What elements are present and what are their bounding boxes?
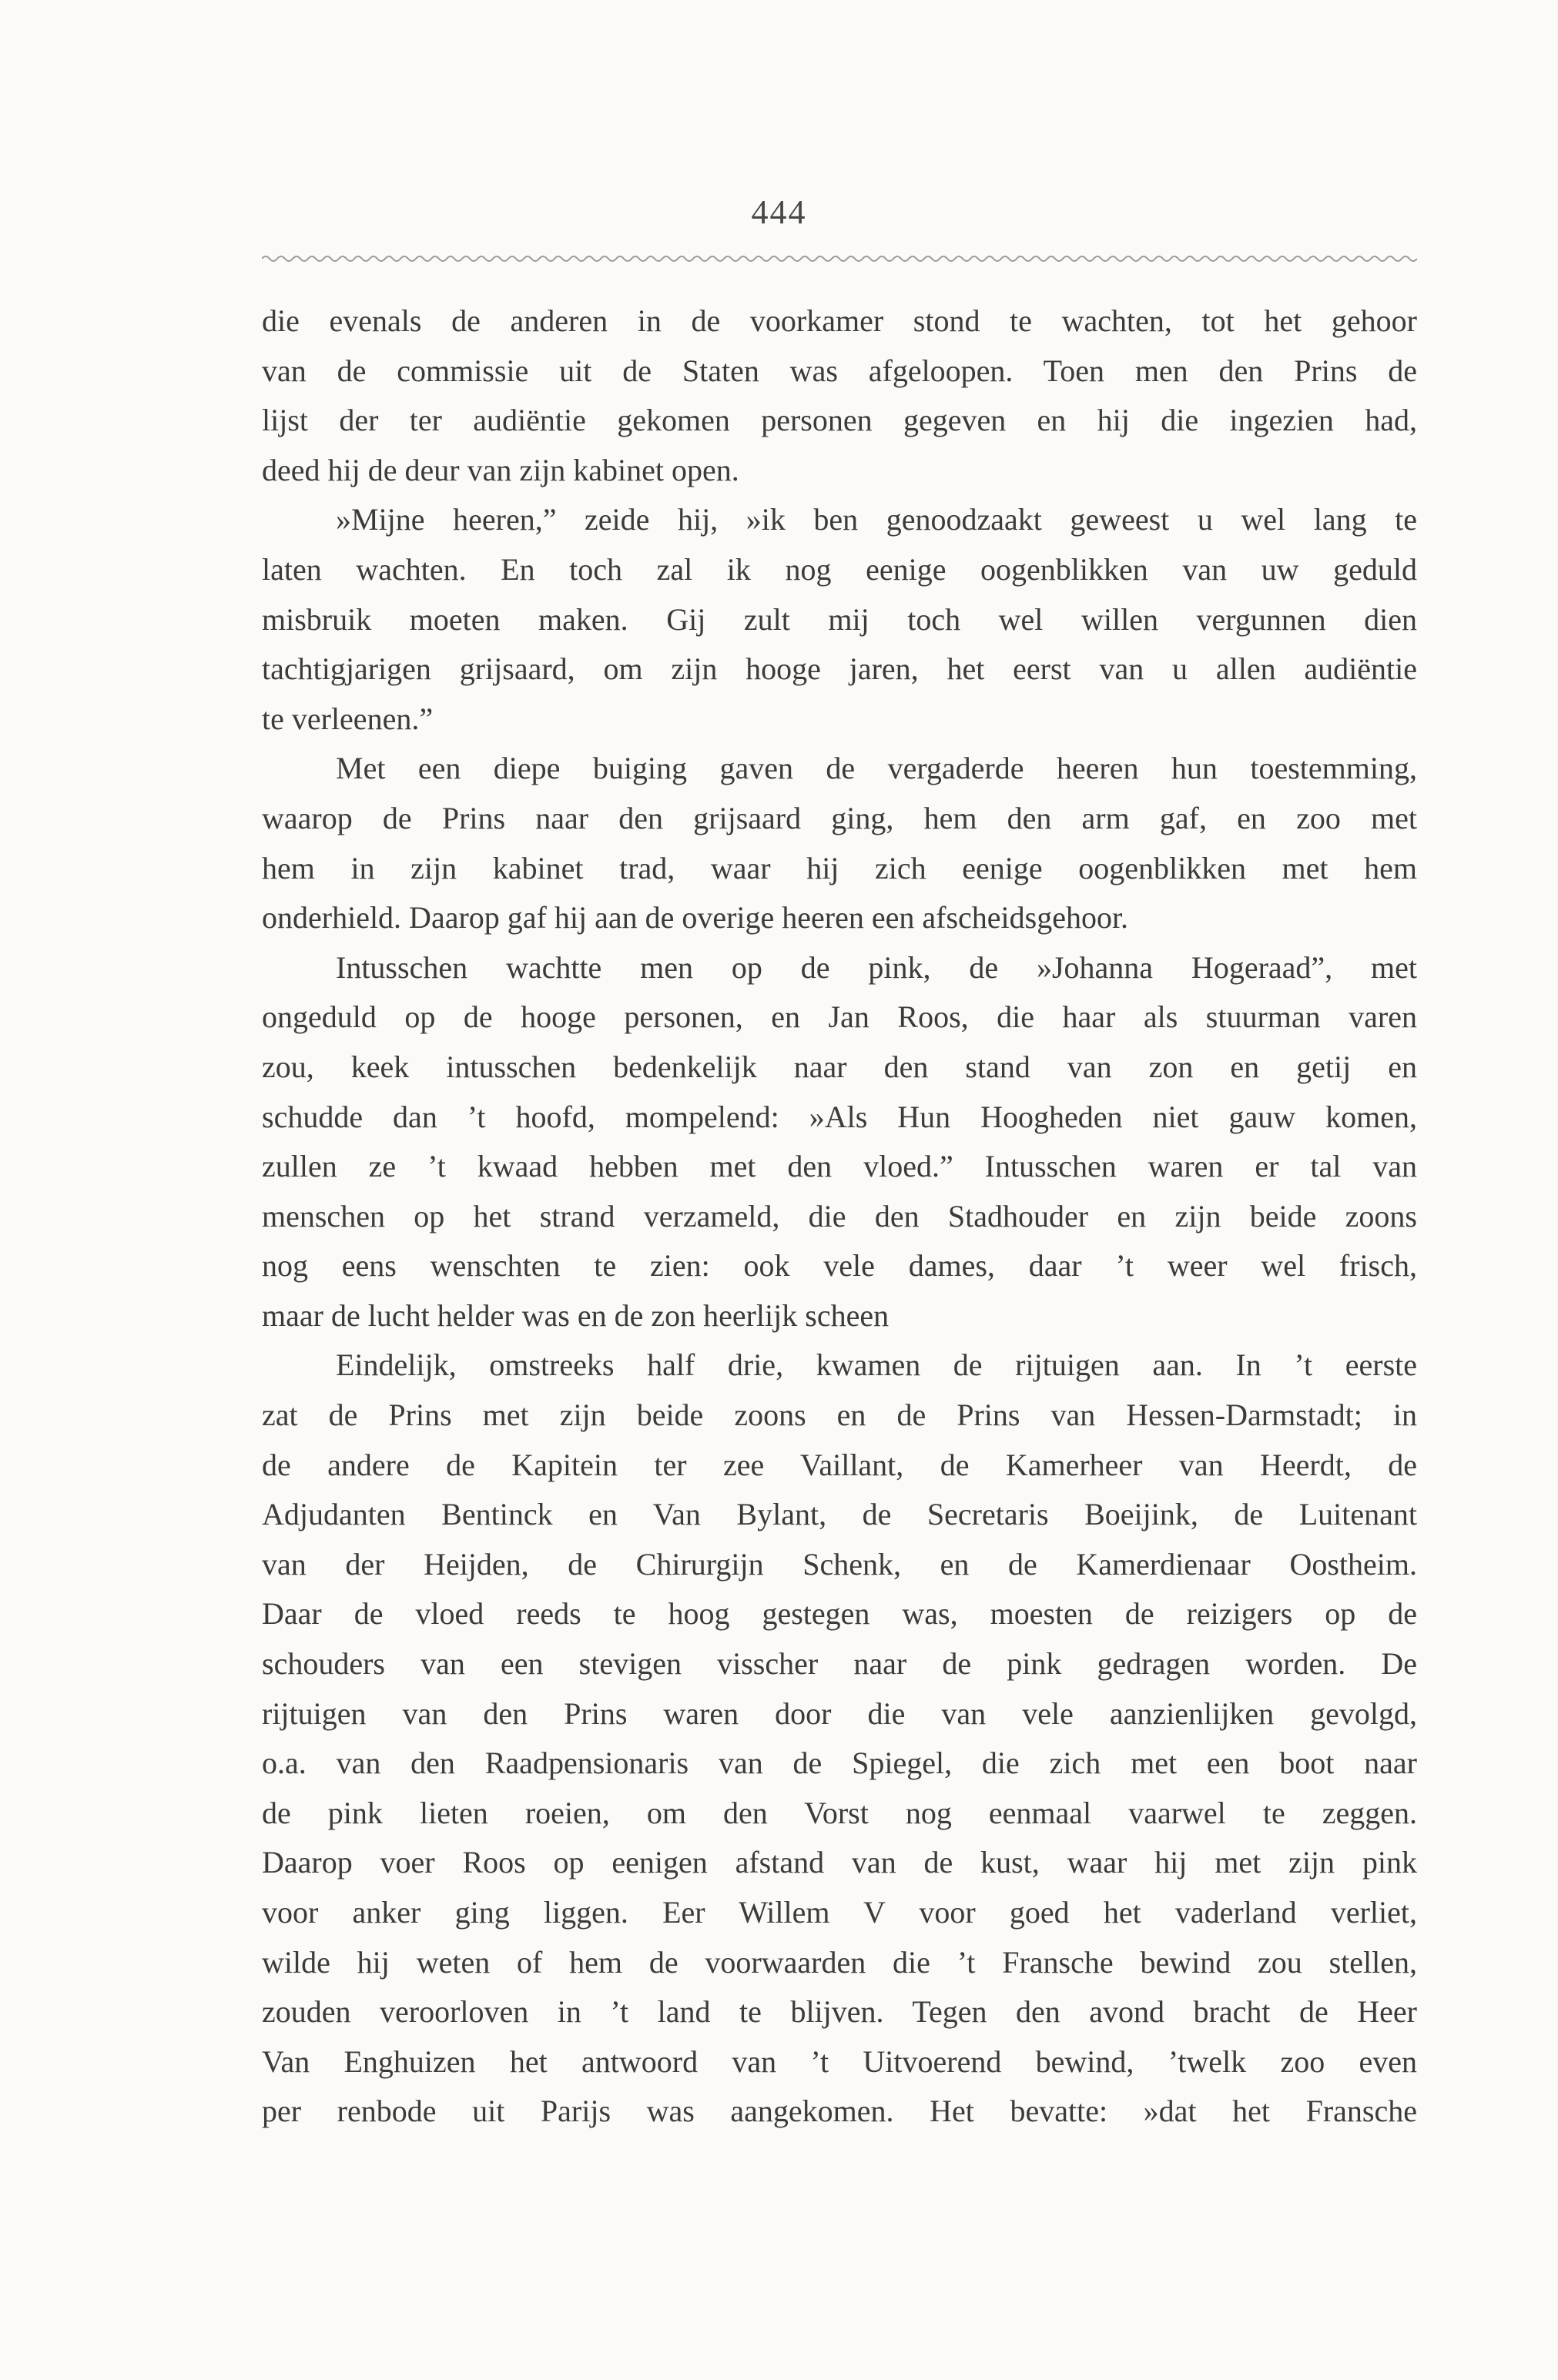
body-text	[262, 296, 1417, 2137]
text-line: maar de lucht helder was en de zon heerlijk scheen	[262, 1297, 890, 1333]
text-line: Met een diepe buiging gaven de vergaderde heeren hun toestemming,	[336, 751, 1417, 786]
text-line: zou, keek intusschen bedenkelijk naar den stand van zon en getij en	[262, 1049, 1417, 1084]
text-line: laten wachten. En toch zal ik nog eenige oogenblikken van uw geduld	[262, 551, 1417, 587]
text-line: deed hij de deur van zijn kabinet open.	[262, 452, 739, 487]
text-line: »Mijne heeren,” zeide hij, »ik ben genoodzaakt geweest u wel lang te	[336, 502, 1417, 537]
text-line: hem in zijn kabinet trad, waar hij zich eenige oogenblikken met hem	[262, 850, 1417, 885]
text-line: zullen ze ’t kwaad hebben met den vloed.” Intusschen waren er tal van	[262, 1149, 1417, 1184]
text-line: onderhield. Daarop gaf hij aan de overige heeren een afscheidsgehoor.	[262, 900, 1129, 936]
text-line: zat de Prins met zijn beide zoons en de Prins van Hessen-Darmstadt; in	[262, 1398, 1417, 1433]
text-line: Daarop voer Roos op eenigen afstand van de kust, waar hij met zijn pink	[262, 1845, 1417, 1880]
text-line: Van Enghuizen het antwoord van ’t Uitvoerend bewind, ’twelk zoo even	[262, 2044, 1417, 2079]
text-line: schudde dan ’t hoofd, mompelend: »Als Hun Hoogheden niet gauw komen,	[262, 1099, 1417, 1134]
text-line: wilde hij weten of hem de voorwaarden die ’t Fransche bewind zou stellen,	[262, 1944, 1417, 1980]
text-line: o.a. van den Raadpensionaris van de Spiegel, die zich met een boot naar	[262, 1746, 1417, 1781]
text-line: de pink lieten roeien, om den Vorst nog eenmaal vaarwel te zeggen.	[262, 1795, 1417, 1830]
text-line: ongeduld op de hooge personen, en Jan Roos, die haar als stuurman varen	[262, 999, 1417, 1035]
text-line: voor anker ging liggen. Eer Willem V voor goed het vaderland verliet,	[262, 1895, 1417, 1930]
text-line: te verleenen.”	[262, 701, 434, 736]
text-line: waarop de Prins naar den grijsaard ging, hem den arm gaf, en zoo met	[262, 800, 1417, 835]
text-line: tachtigjarigen grijsaard, om zijn hooge jaren, het eerst van u allen audiëntie	[262, 651, 1417, 687]
text-line: Intusschen wachtte men op de pink, de »Johanna Hogeraad”, met	[336, 949, 1417, 985]
text-line: schouders van een stevigen visscher naar de pink gedragen worden. De	[262, 1646, 1417, 1682]
text-line: Eindelijk, omstreeks half drie, kwamen de rijtuigen aan. In ’t eerste	[336, 1347, 1417, 1383]
text-line: rijtuigen van den Prins waren door die van vele aanzienlijken gevolgd,	[262, 1695, 1417, 1731]
text-line: van de commissie uit de Staten was afgeloopen. Toen men den Prins de	[262, 353, 1417, 388]
text-line: die evenals de anderen in de voorkamer stond te wachten, tot het gehoor	[262, 303, 1417, 338]
text-line: misbruik moeten maken. Gij zult mij toch wel willen vergunnen dien	[262, 601, 1417, 637]
text-line: Daar de vloed reeds te hoog gestegen was, moesten de reizigers op de	[262, 1596, 1417, 1632]
text-line: per renbode uit Parijs was aangekomen. Het bevatte: »dat het Fransche	[262, 2094, 1417, 2129]
page-number: 444	[751, 193, 807, 231]
decorative-wavy-rule	[262, 253, 1417, 265]
text-line: nog eens wenschten te zien: ook vele dames, daar ’t weer wel frisch,	[262, 1248, 1417, 1284]
text-line: zouden veroorloven in ’t land te blijven. Tegen den avond bracht de Heer	[262, 1994, 1417, 2030]
text-line: van der Heijden, de Chirurgijn Schenk, en de Kamerdienaar Oostheim.	[262, 1546, 1417, 1582]
text-line: de andere de Kapitein ter zee Vaillant, de Kamerheer van Heerdt, de	[262, 1447, 1417, 1482]
text-line: menschen op het strand verzameld, die den Stadhouder en zijn beide zoons	[262, 1198, 1417, 1234]
text-line: lijst der ter audiëntie gekomen personen gegeven en hij die ingezien had,	[262, 403, 1417, 438]
text-line: Adjudanten Bentinck en Van Bylant, de Secretaris Boeijink, de Luitenant	[262, 1497, 1417, 1532]
